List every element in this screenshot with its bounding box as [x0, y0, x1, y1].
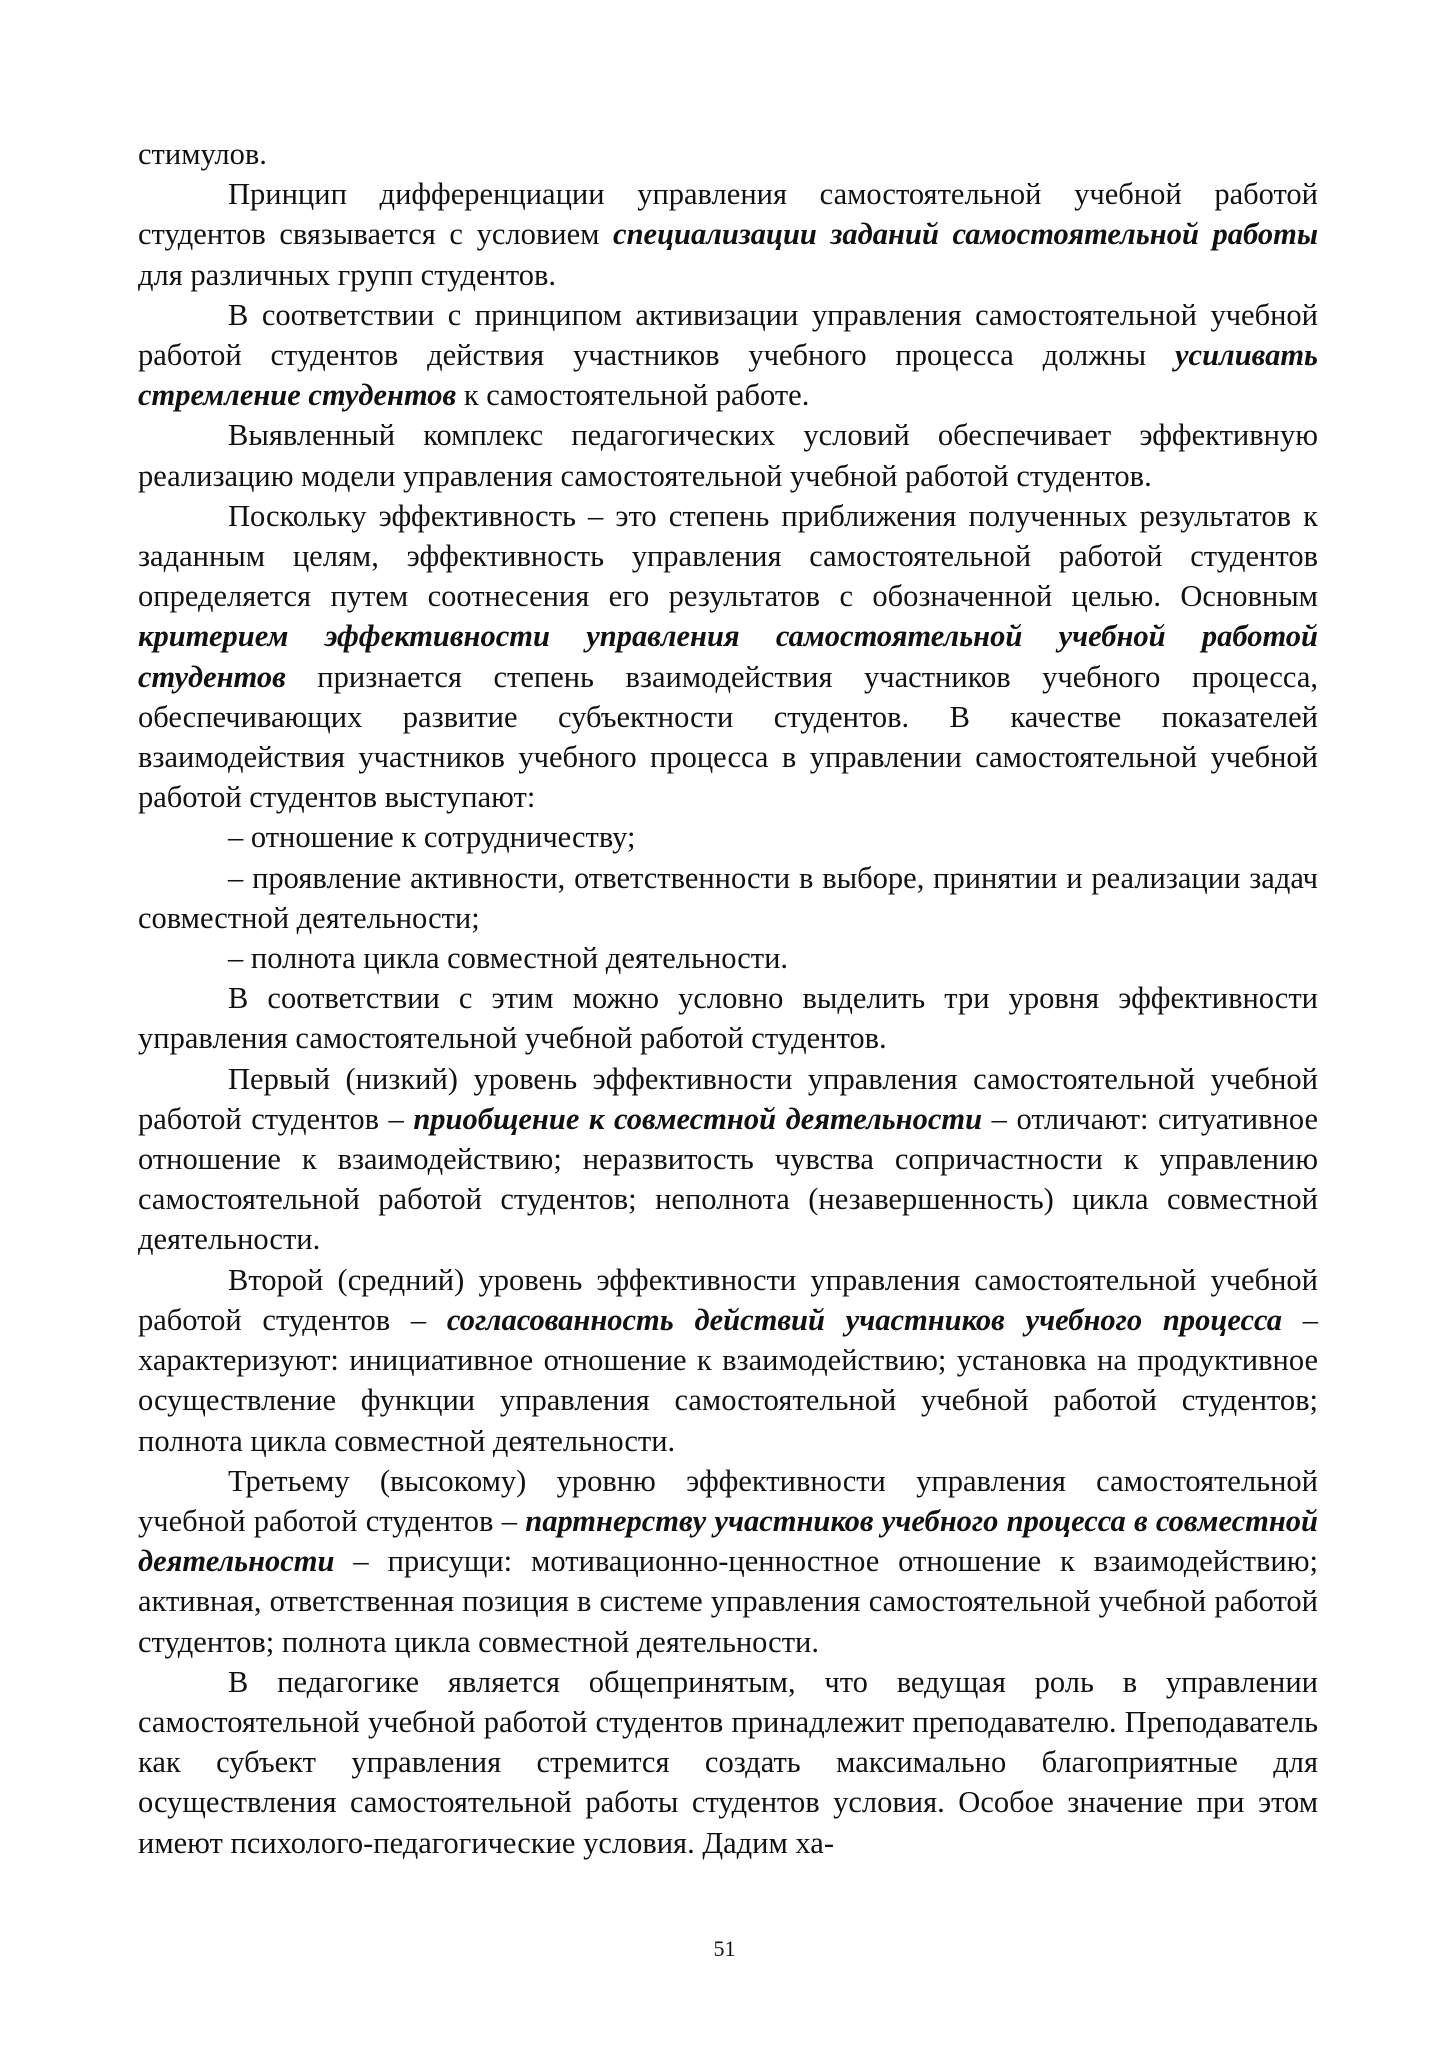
paragraph — [138, 174, 1318, 295]
paragraph — [138, 817, 1318, 857]
text-run: Третьему (высокому) уровню эффективности управления самостоятельной учебной работой студентов – — [138, 1463, 1318, 1538]
paragraph — [138, 415, 1318, 495]
paragraph — [138, 1461, 1318, 1662]
text-run: Второй (средний) уровень эффективности управления самостоятельной учебной работой студентов – — [138, 1262, 1318, 1337]
text-run: – проявление активности, ответственности в выборе, принятии и реализации задач совместной деятельности; — [138, 860, 1318, 935]
emphasized-text: критерием эффективности управления самостоятельной учебной работой студентов — [138, 619, 1318, 694]
text-run: – характеризуют: инициативное отношение к взаимодействию; установка на продуктивное осуществление функции управления самостоятельной учебной работой студентов; полнота цикла совместной деятельности. — [138, 1302, 1319, 1458]
emphasized-text: партнерству участников учебного процесса в совместной деятельности — [138, 1503, 1318, 1579]
emphasized-text: усиливать стремление студентов — [138, 338, 1318, 413]
paragraph — [138, 938, 1318, 978]
paragraph — [138, 1662, 1318, 1863]
paragraph — [138, 134, 1318, 174]
body-text — [138, 134, 1318, 1863]
text-run: Принцип дифференциации управления самостоятельной учебной работой студентов связывается с условием — [138, 177, 1318, 252]
text-run: Выявленный комплекс педагогических условий обеспечивает эффективную реализацию модели управления самостоятельной учебной работой студентов. — [138, 418, 1318, 493]
page-number: 51 — [713, 1936, 736, 1961]
emphasized-text: специализации заданий самостоятельной работы — [613, 217, 1318, 252]
text-run: В педагогике является общепринятым, что ведущая роль в управлении самостоятельной учебной работой студентов принадлежит преподавателю. Преподаватель как субъект управления стремится создать максимально благоприятные для осуществления самостоятельной работы студентов условия. Особое значение при этом имеют психолого-педагогические условия. Дадим ха- — [138, 1664, 1318, 1860]
text-run: стимулов. — [138, 137, 267, 171]
paragraph — [138, 295, 1318, 416]
paragraph — [138, 1260, 1318, 1461]
text-run: Поскольку эффективность – это степень приближения полученных результатов к заданным целям, эффективность управления самостоятельной работой студентов определяется путем соотнесения его результатов с обозначенной целью. Основным — [138, 498, 1318, 614]
paragraph — [138, 978, 1318, 1058]
paragraph — [138, 1059, 1318, 1260]
text-run: для различных групп студентов. — [138, 257, 557, 292]
text-run: – отличают: ситуативное отношение к взаимодействию; неразвитость чувства сопричастности к управлению самостоятельной работой студентов; неполнота (незавершенность) цикла совместной деятельности. — [138, 1101, 1318, 1257]
text-run: В соответствии с принципом активизации управления самостоятельной учебной работой студентов действия участников учебного процесса должны — [138, 297, 1318, 373]
text-run: признается степень взаимодействия участников учебного процесса, обеспечивающих развитие субъектности студентов. В качестве показателей взаимодействия участников учебного процесса в управлении самостоятельной учебной работой студентов выступают: — [138, 659, 1318, 815]
emphasized-text: согласованность действий участников учебного процесса — [446, 1302, 1282, 1337]
text-run: – полнота цикла совместной деятельности. — [228, 941, 789, 976]
emphasized-text: приобщение к совместной деятельности — [413, 1101, 983, 1136]
text-run: к самостоятельной работе. — [456, 378, 810, 413]
paragraph — [138, 858, 1318, 938]
text-run: В соответствии с этим можно условно выделить три уровня эффективности управления самостоятельной учебной работой студентов. — [138, 981, 1318, 1056]
text-run: – отношение к сотрудничеству; — [228, 820, 636, 855]
text-run: Первый (низкий) уровень эффективности управления самостоятельной учебной работой студентов – — [138, 1061, 1318, 1136]
text-run: – присущи: мотивационно-ценностное отношение к взаимодействию; активная, ответственная позиция в системе управления самостоятельной учебной работой студентов; полнота цикла совместной деятельности. — [138, 1544, 1318, 1659]
paragraph — [138, 496, 1318, 818]
